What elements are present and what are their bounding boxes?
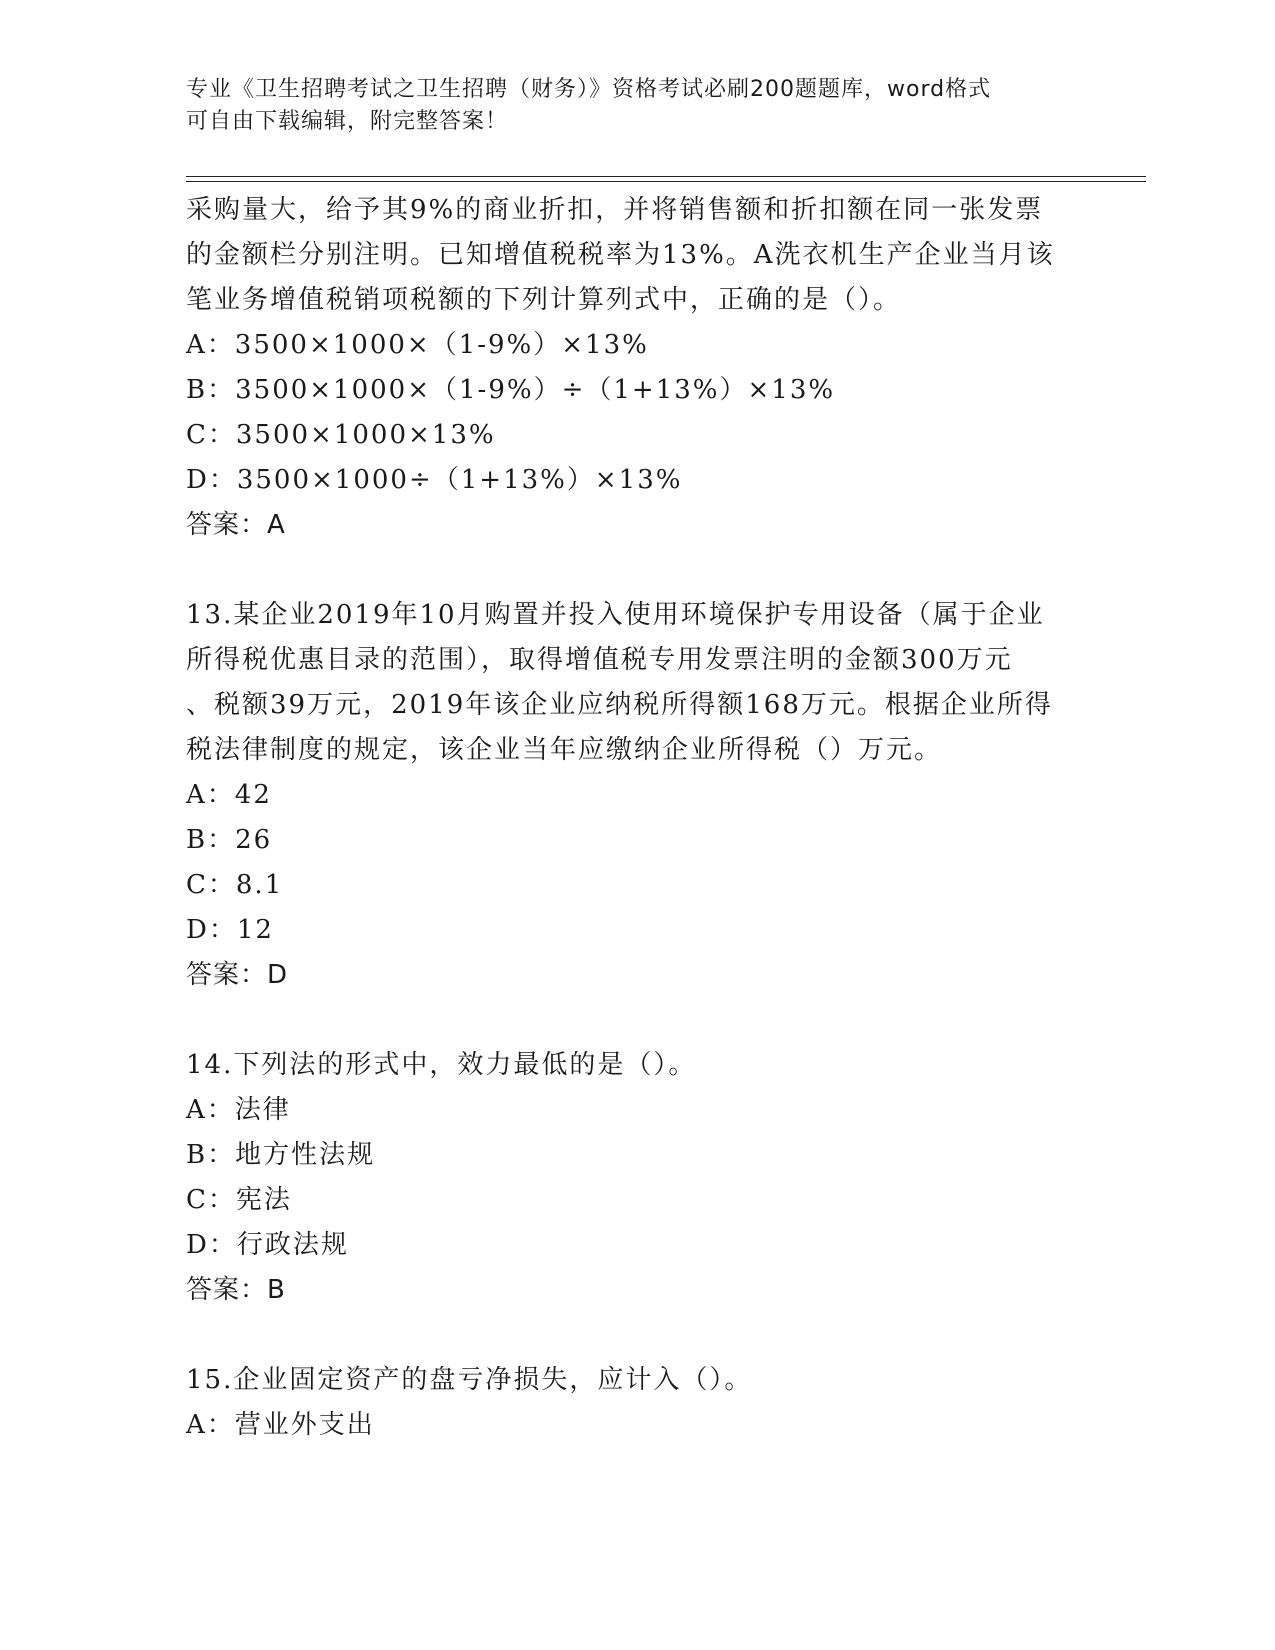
spacer xyxy=(186,548,1086,593)
question-stem-line: 笔业务增值税销项税额的下列计算列式中，正确的是（）。 xyxy=(186,285,902,315)
option-d: D：行政法规 xyxy=(186,1230,349,1260)
option-a: A：42 xyxy=(186,780,272,810)
question-stem-line: 、税额39万元，2019年该企业应纳税所得额168万元。根据企业所得 xyxy=(186,690,1053,720)
spacer xyxy=(186,998,1086,1043)
option-a: A：法律 xyxy=(186,1095,291,1125)
question-14 xyxy=(186,1043,1086,1313)
answer-line: 答案：A xyxy=(186,510,286,540)
option-c: C：宪法 xyxy=(186,1185,292,1215)
question-stem-line: 14.下列法的形式中，效力最低的是（）。 xyxy=(186,1050,697,1080)
option-b: B：地方性法规 xyxy=(186,1140,376,1170)
answer-line: 答案：B xyxy=(186,1275,286,1305)
option-a: A：3500×1000×（1-9%）×13% xyxy=(186,330,649,360)
option-b: B：3500×1000×（1-9%）÷（1+13%）×13% xyxy=(186,375,836,405)
question-12 xyxy=(186,188,1086,548)
header-line-1: 专业《卫生招聘考试之卫生招聘（财务）》资格考试必刷200题题库，word格式 xyxy=(186,77,992,102)
question-stem-line: 采购量大，给予其9%的商业折扣，并将销售额和折扣额在同一张发票 xyxy=(186,195,1044,225)
spacer xyxy=(186,1313,1086,1358)
option-c: C：3500×1000×13% xyxy=(186,420,496,450)
question-list xyxy=(186,188,1086,1448)
header-divider-bottom xyxy=(186,181,1146,182)
answer-line: 答案：D xyxy=(186,960,289,990)
option-c: C：8.1 xyxy=(186,870,284,900)
option-d: D：12 xyxy=(186,915,274,945)
header-line-2: 可自由下载编辑，附完整答案！ xyxy=(186,109,509,134)
option-a: A：营业外支出 xyxy=(186,1410,375,1440)
question-stem-line: 税法律制度的规定，该企业当年应缴纳企业所得税（）万元。 xyxy=(186,735,943,765)
question-stem-line: 13.某企业2019年10月购置并投入使用环境保护专用设备（属于企业 xyxy=(186,600,1045,630)
question-stem-line: 所得税优惠目录的范围），取得增值税专用发票注明的金额300万元 xyxy=(186,645,1013,675)
header-divider-top xyxy=(186,176,1146,177)
option-d: D：3500×1000÷（1+13%）×13% xyxy=(186,465,683,495)
document-header xyxy=(186,74,1086,138)
option-b: B：26 xyxy=(186,825,273,855)
question-15 xyxy=(186,1358,1086,1448)
question-stem-line: 的金额栏分别注明。已知增值税税率为13%。A洗衣机生产企业当月该 xyxy=(186,240,1055,270)
question-13 xyxy=(186,593,1086,998)
question-stem-line: 15.企业固定资产的盘亏净损失，应计入（）。 xyxy=(186,1365,753,1395)
